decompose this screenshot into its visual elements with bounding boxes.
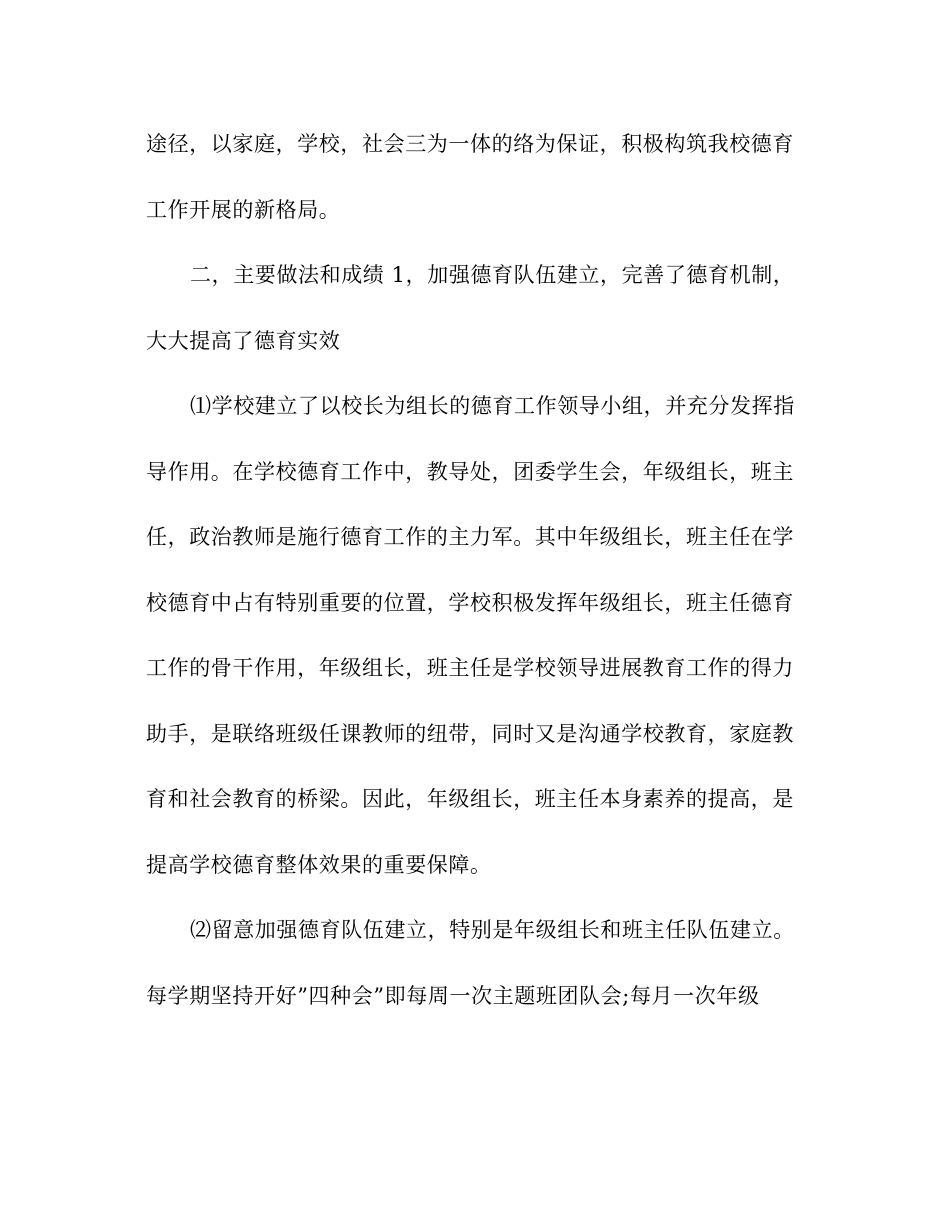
text-line: 提高学校德育整体效果的重要保障。 (146, 852, 492, 877)
text-line: 导作用。在学校德育工作中，教导处，团委学生会，年级组长，班主 (146, 459, 794, 484)
text-line: 每学期坚持开好”四种会”即每周一次主题班团队会;每月一次年级 (146, 983, 760, 1008)
text-line: 途径，以家庭，学校，社会三为一体的络为保证，积极构筑我校德育 (146, 132, 794, 156)
text-line: 工作的骨干作用，年级组长，班主任是学校领导进展教育工作的得力 (146, 656, 794, 680)
text-line: 工作开展的新格局。 (146, 197, 341, 222)
section-heading: 二，主要做法和成绩 1，加强德育队伍建立，完善了德育机制， (190, 263, 795, 287)
document-body (146, 118, 806, 1035)
paragraph-start: ⑴学校建立了以校长为组长的德育工作领导小组，并充分发挥指 (190, 394, 795, 418)
text-line: 任，政治教师是施行德育工作的主力军。其中年级组长，班主任在学 (146, 525, 794, 549)
text-line: 助手，是联络班级任课教师的纽带，同时又是沟通学校教育，家庭教 (146, 721, 794, 746)
paragraph-start: ⑵留意加强德育队伍建立，特别是年级组长和班主任队伍建立。 (190, 918, 795, 942)
text-line: 育和社会教育的桥梁。因此，年级组长，班主任本身素养的提高，是 (146, 787, 794, 811)
text-line: 校德育中占有特别重要的位置，学校积极发挥年级组长，班主任德育 (146, 590, 794, 615)
text-line: 大大提高了德育实效 (146, 328, 341, 353)
